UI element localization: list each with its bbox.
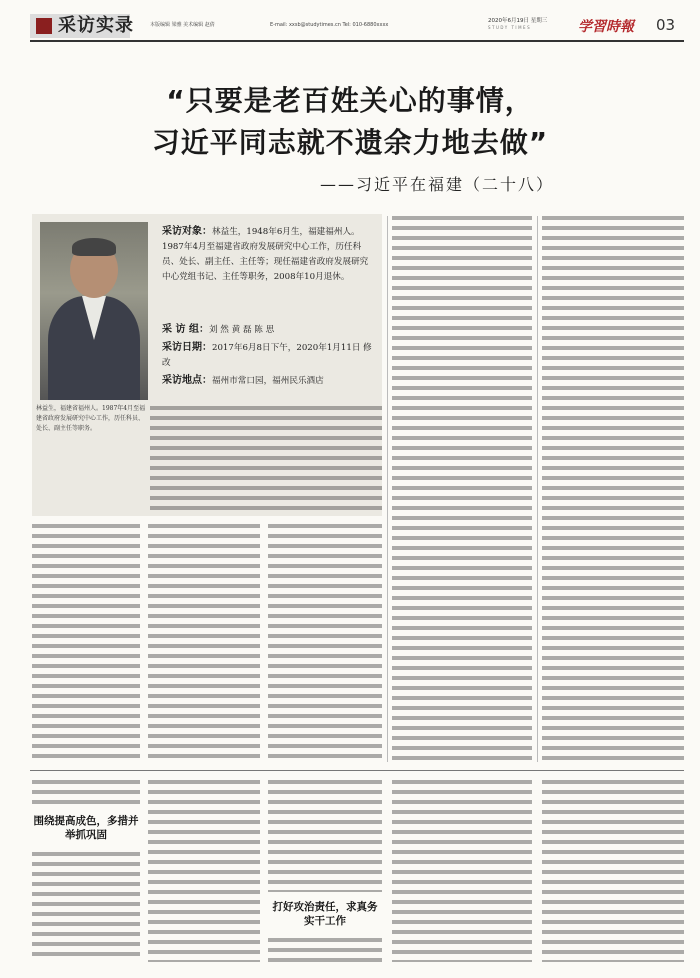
lower-column-4 (392, 780, 532, 962)
lower-column-3-bottom (268, 938, 382, 962)
article-subtitle: ——习近平在福建（二十八） (320, 175, 555, 194)
lower-column-1 (32, 852, 140, 962)
date-label: 采访日期： (162, 342, 212, 353)
subject-text: 林益生，1948年6月生，福建福州人。1987年4月至福建省政府发展研究中心工作，历任科员、处长、副主任、主任等；现任福建省政府发展研究中心党组书记、主任等职务，2008年10月退休。 (162, 227, 369, 282)
interview-meta (162, 322, 378, 391)
section-heading: 打好攻治责任，求真务实干工作 (272, 901, 378, 927)
interview-date: 2017年6月8日下午，2020年1月11日 修改 (162, 343, 372, 368)
lower-column-3-top (268, 780, 382, 892)
interviewee-photo (40, 222, 148, 400)
issue-date: 2020年6月19日 星期三 (488, 18, 548, 24)
page-number: 03 (656, 16, 676, 34)
lower-column-2 (148, 780, 260, 962)
photo-hair-shape (72, 238, 116, 256)
newspaper-masthead: 学習時報 (578, 19, 634, 35)
interview-location: 福州市常口园，福州民乐酒店 (212, 376, 324, 386)
article-headline (40, 80, 660, 164)
article-column-1 (32, 524, 140, 764)
subject-label: 采访对象： (162, 226, 212, 237)
contact-info: E-mail: xxsb@studytimes.cn Tel: 010-6880xxxx (270, 22, 389, 28)
section-marker (36, 18, 52, 34)
lower-column-1-top (32, 780, 140, 810)
location-label: 采访地点： (162, 375, 212, 386)
editor-credits: 本版编辑 梁雅 美术编辑 赵倩 (150, 22, 215, 28)
card-body-text (150, 406, 382, 516)
header-divider (30, 40, 684, 42)
lower-column-5 (542, 780, 684, 962)
headline-line-1: “只要是老百姓关心的事情， (166, 84, 534, 117)
photo-caption: 林益生，福建省福州人。1987年4月至福建省政府发展研究中心工作，历任科员、处长、副主任等职务。 (36, 405, 146, 432)
lower-section-divider (30, 770, 684, 771)
article-column-4 (542, 216, 684, 760)
article-column-2a (148, 524, 260, 764)
section-heading: 围绕提高成色，多措并举抓巩固 (33, 815, 139, 841)
column-divider (537, 216, 538, 762)
masthead-pinyin: STUDY TIMES (488, 25, 532, 30)
interviewers: 刘 然 黄 磊 陈 思 (208, 325, 275, 335)
interviewee-profile (162, 224, 372, 285)
headline-line-2: 习近平同志就不遗余力地去做” (151, 126, 549, 159)
article-column-2b (268, 524, 382, 764)
interviewers-label: 采 访 组： (162, 324, 209, 335)
article-column-3 (392, 216, 532, 760)
column-divider (387, 216, 388, 762)
section-title: 采访实录 (58, 15, 134, 36)
